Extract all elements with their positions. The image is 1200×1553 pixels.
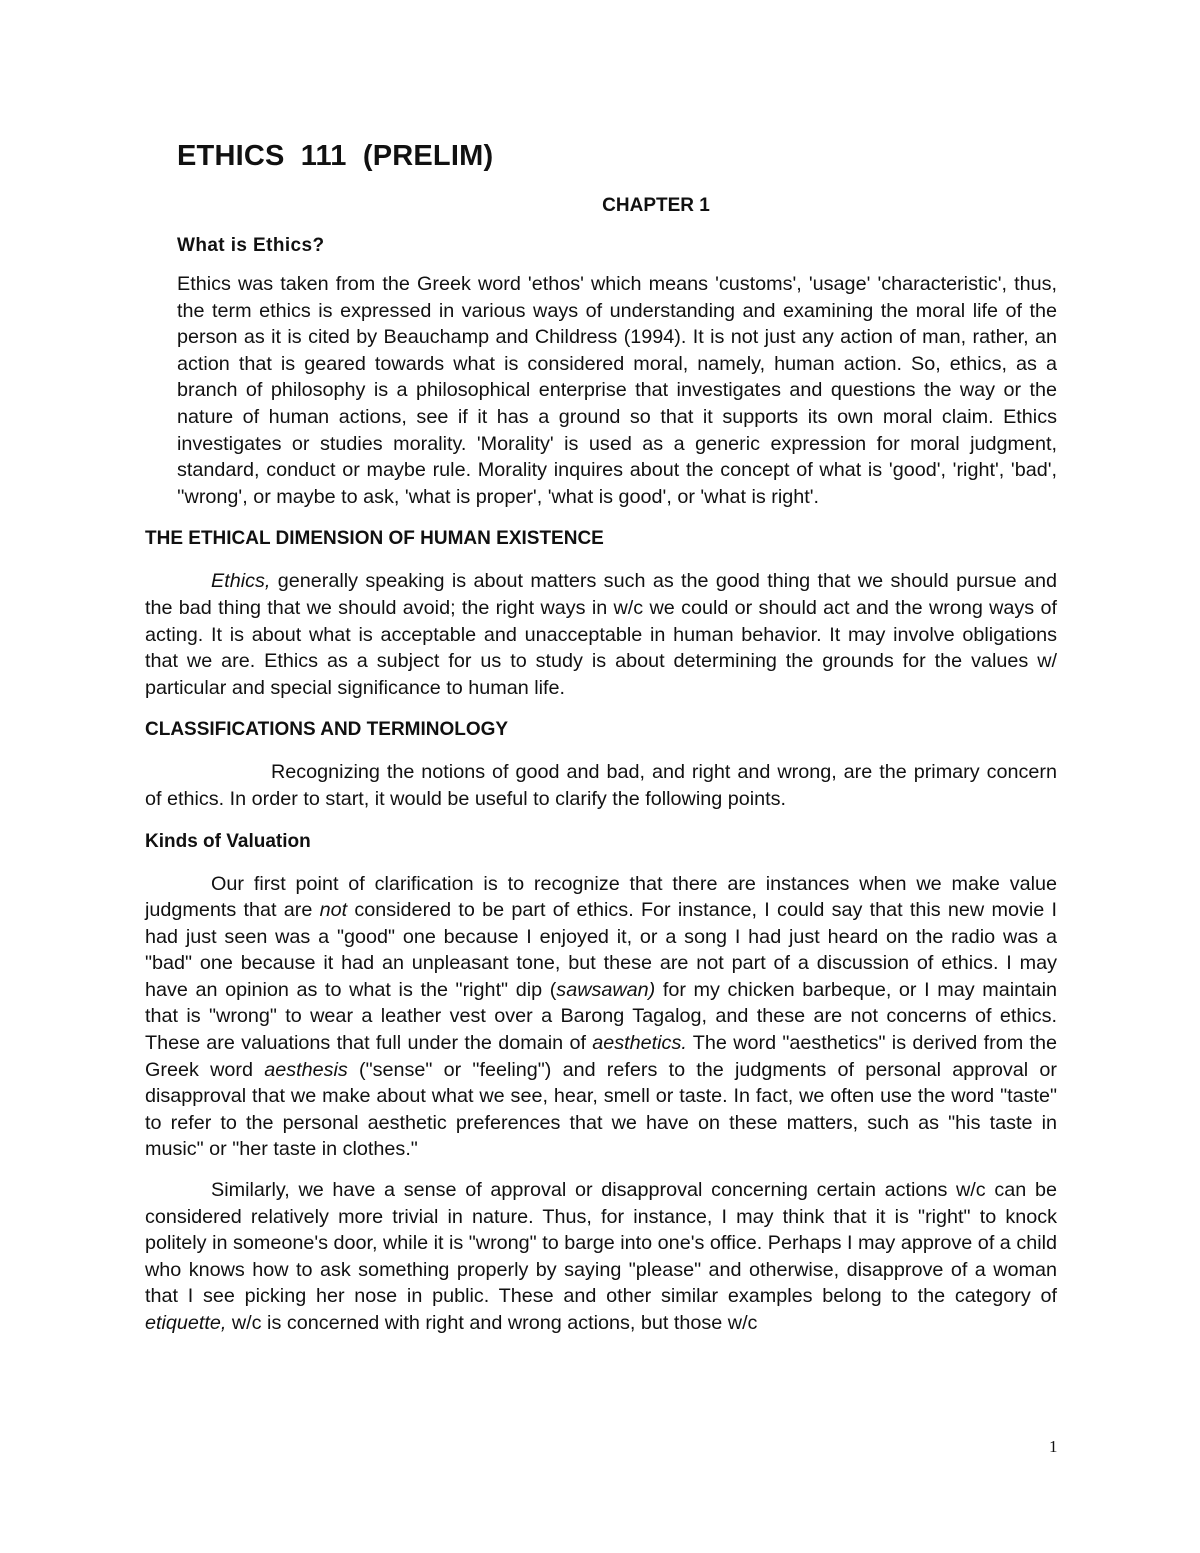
paragraph-text: for my chicken barbeque, or I may maintain that is "wrong" to wear a leather vest over a Barong Tagalog, and these are not concerns of ethics. These are valuations that full under the domain of — [145, 978, 1057, 1055]
document-page — [145, 140, 1057, 1337]
italic-term: not — [319, 899, 348, 922]
paragraph-text: ("sense" or "feeling") and refers to the judgments of personal approval or disapproval that we make about what we see, hear, smell or taste. In fact, we often use the word "taste" to refer to the personal aesthetic preferences that we have on these matters, such as "his taste in music" or "her taste in clothes." — [145, 1058, 1057, 1161]
paragraph-text: The word "aesthetics" is derived from the Greek word — [145, 1032, 1057, 1081]
paragraph-text: considered to be part of ethics. For instance, I could say that this new movie I had just seen was a "good" one because I enjoyed it, or a song I had just heard on the radio was a "bad" one because it had an unpleasant tone, but these are not part of a discussion of ethics. I may have an opinion as to what is the "right" dip ( — [145, 899, 1057, 1001]
ethical-dimension-paragraph — [145, 568, 1057, 701]
subsection-heading-kinds-of-valuation: Kinds of Valuation — [145, 830, 311, 852]
classifications-paragraph: Recognizing the notions of good and bad, and right and wrong, are the primary concern of ethics. In order to start, it would be useful to clarify the following points. — [145, 761, 1057, 810]
paragraph-text: w/c is concerned with right and wrong actions, but those w/c — [226, 1312, 758, 1334]
italic-term: etiquette, — [145, 1312, 227, 1334]
question-heading: What is Ethics? — [177, 235, 325, 256]
section-heading-classifications: CLASSIFICATIONS AND TERMINOLOGY — [145, 719, 509, 741]
italic-term: Ethics, — [211, 570, 271, 593]
italic-term: sawsawan) — [556, 978, 656, 1001]
section-heading-ethical-dimension: THE ETHICAL DIMENSION OF HUMAN EXISTENCE — [145, 528, 604, 550]
valuation-paragraph-2 — [145, 1177, 1057, 1337]
valuation-paragraph-1 — [145, 871, 1057, 1164]
page-number: 1 — [1049, 1437, 1058, 1456]
chapter-heading: CHAPTER 1 — [602, 195, 710, 216]
paragraph-text: Similarly, we have a sense of approval or disapproval concerning certain actions w/c can be considered relatively more trivial in nature. Thus, for instance, I may think that it is "right" to knock politely in someone's door, while it is "wrong" to barge into one's office. Perhaps I may approve of a child who knows how to ask something properly by saying "please" and otherwise, disapprove of a woman that I see picking her nose in public. These and other similar examples belong to the category of — [145, 1179, 1057, 1308]
italic-term: aesthesis — [264, 1058, 348, 1081]
document-title: ETHICS 111 (PRELIM) — [177, 140, 494, 172]
paragraph-text: Our first point of clarification is to recognize that there are instances when we make value judgments that are — [145, 872, 1057, 922]
paragraph-text: generally speaking is about matters such as the good thing that we should pursue and the bad thing that we should avoid; the right ways in w/c we could or should act and the wrong ways of acting. It is about what is acceptable and unacceptable in human behavior. It may involve obligations that we are. Ethics as a subject for us to study is about determining the grounds for the values w/ particular and special significance to human life. — [145, 570, 1057, 699]
italic-term: aesthetics. — [592, 1032, 687, 1055]
intro-paragraph: Ethics was taken from the Greek word 'ethos' which means 'customs', 'usage' 'characteristic', thus, the term ethics is expressed in various ways of understanding and examining the moral life of the person as it is cited by Beauchamp and Childress (1994). It is not just any action of man, rather, an action that is geared towards what is considered moral, namely, human action. So, ethics, as a branch of philosophy is a philosophical enterprise that investigates and questions the way or the nature of human actions, see if it has a ground so that it supports its own moral claim. Ethics investigates or studies morality. 'Morality' is used as a generic expression for moral judgment, standard, conduct or maybe rule. Morality inquires about the concept of what is 'good', 'right', 'bad', ''wrong', or maybe to ask, 'what is proper', 'what is good', or 'what is right'. — [177, 273, 1057, 508]
